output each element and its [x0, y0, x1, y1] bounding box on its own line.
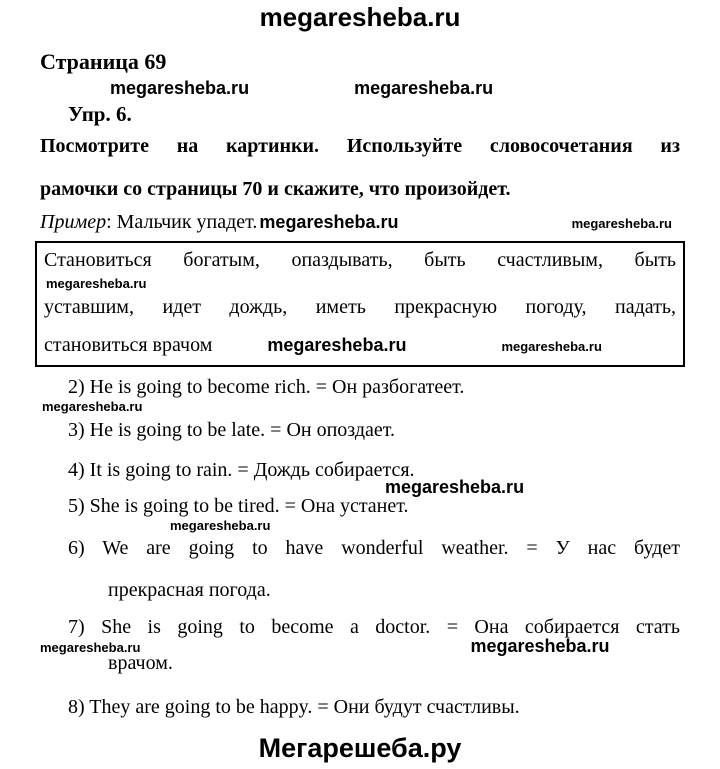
example-text — [40, 210, 257, 234]
watermark: megaresheba.ru — [385, 477, 525, 497]
site-watermark-footer: Мегарешеба.ру — [258, 733, 462, 763]
site-watermark-header: megaresheba.ru — [259, 2, 461, 32]
answer-item-3: 3) He is going to be late. = Он опоздает. — [68, 419, 396, 441]
task-text-line1: Посмотрите на картинки. Используйте словосочетания из — [40, 135, 680, 157]
phrase-box — [35, 241, 685, 367]
answer-item-5: 5) She is going to be tired. = Она устанет. — [68, 495, 409, 517]
phrase-box-line1: Становиться богатым, опаздывать, быть счастливым, быть — [44, 249, 676, 271]
answer-item-4: 4) It is going to rain. = Дождь собирается. — [68, 459, 415, 481]
watermark: megaresheba.ru — [501, 339, 602, 354]
watermark: megaresheba.ru — [259, 212, 399, 232]
watermark: megaresheba.ru — [40, 640, 141, 655]
page-heading: Страница 69 — [40, 49, 167, 74]
phrase-box-line2: уставшим, идет дождь, иметь прекрасную погоду, падать, — [44, 296, 676, 318]
watermark: megaresheba.ru — [170, 518, 271, 533]
task-text-line2: рамочки со страницы 70 и скажите, что произойдет. — [40, 178, 511, 200]
watermark: megaresheba.ru — [42, 399, 143, 414]
answer-item-7-line1: 7) She is going to become a doctor. = Она собирается стать — [68, 616, 680, 638]
watermark-row — [40, 77, 680, 99]
watermark: megaresheba.ru — [470, 636, 610, 656]
example-label: Пример — [40, 211, 107, 233]
answer-item-7-line2: врачом. — [108, 652, 173, 674]
answer-item-8: 8) They are going to be happy. = Они будут счастливы. — [68, 696, 520, 718]
answer-item-6-line1: 6) We are going to have wonderful weather. = У нас будет — [68, 537, 680, 559]
example-sentence: : Мальчик упадет. — [106, 211, 258, 233]
watermark: megaresheba.ru — [354, 78, 494, 98]
watermark: megaresheba.ru — [110, 78, 250, 98]
exercise-heading: Упр. 6. — [68, 102, 132, 126]
phrase-box-last-row — [44, 333, 676, 357]
answer-item-6-line2: прекрасная погода. — [108, 579, 271, 601]
watermark: megaresheba.ru — [267, 335, 407, 355]
example-row — [40, 210, 680, 234]
phrase-box-line3: становиться врачом — [44, 334, 213, 356]
watermark: megaresheba.ru — [571, 216, 672, 231]
watermark: megaresheba.ru — [46, 276, 147, 291]
answers-list — [40, 375, 680, 719]
answer-item-2: 2) He is going to become rich. = Он разбогатеет. — [68, 376, 465, 398]
